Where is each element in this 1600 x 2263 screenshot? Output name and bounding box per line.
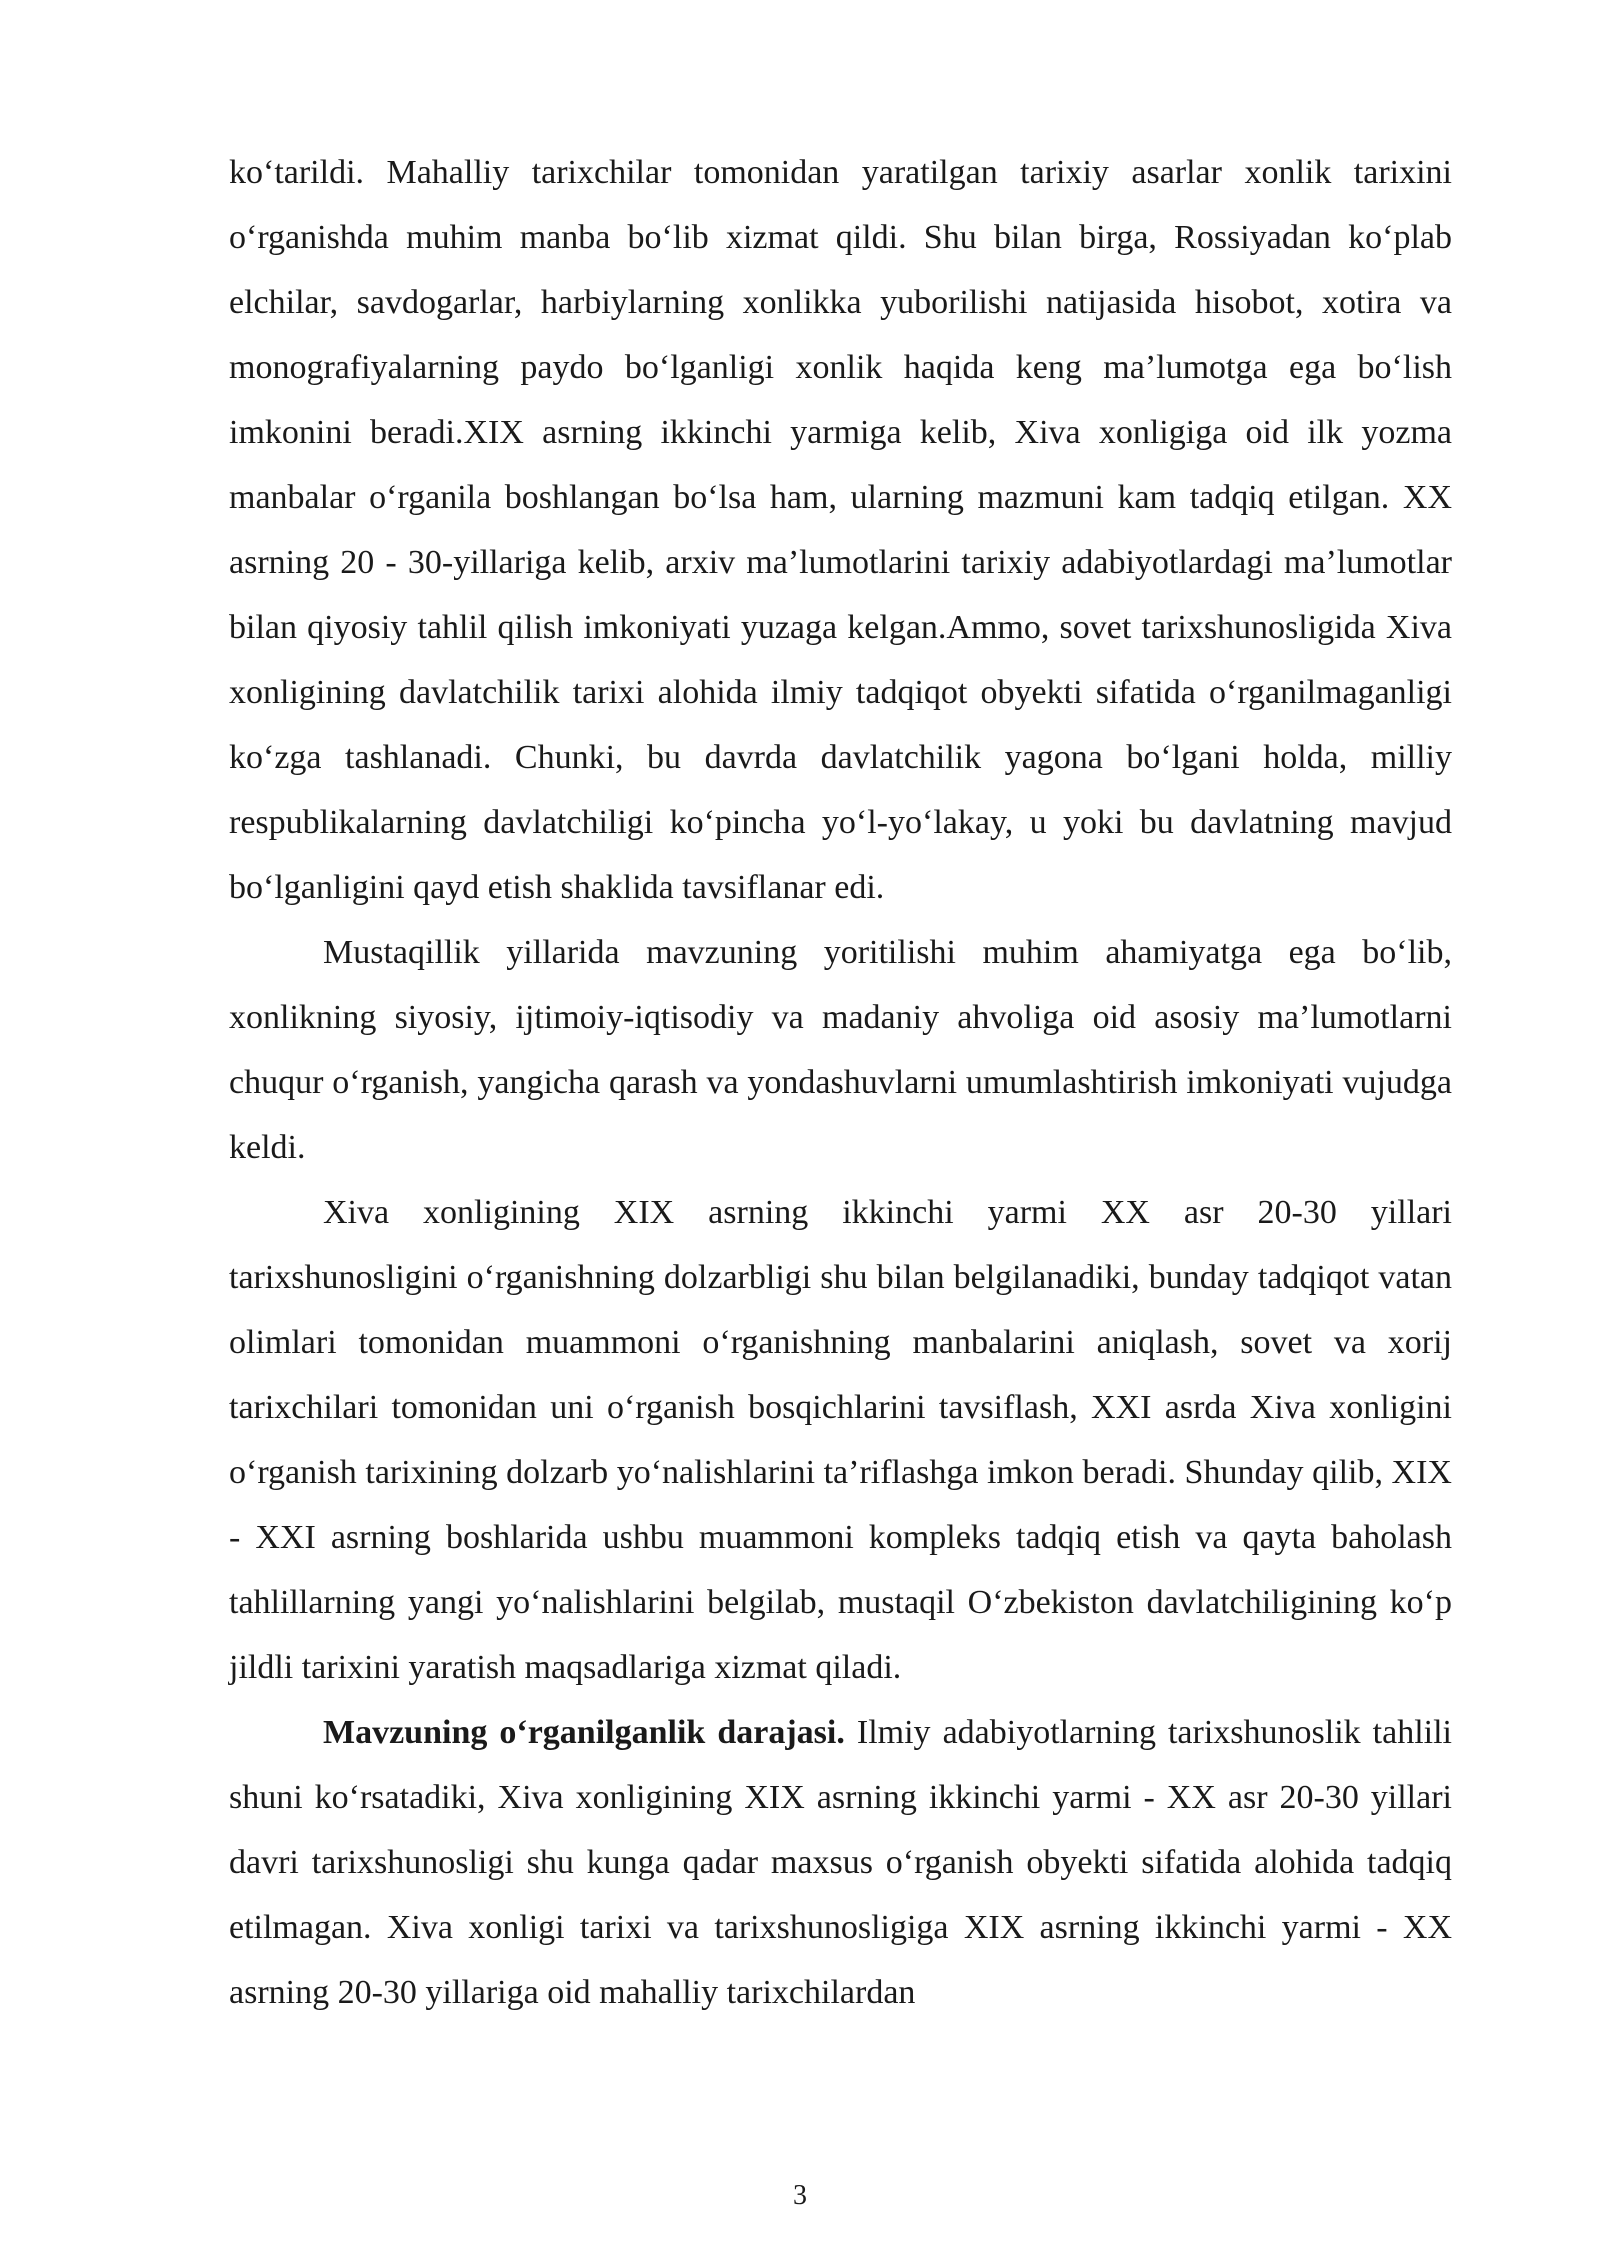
- paragraph-4: [229, 1700, 1452, 2025]
- document-page: [229, 140, 1452, 2025]
- paragraph-3: Xiva xonligining XIX asrning ikkinchi yarmi XX asr 20-30 yillari tarixshunosligini o‘rganishning dolzarbligi shu bilan belgilanadiki, bunday tadqiqot vatan olimlari tomonidan muammoni o‘rganishning manbalarini aniqlash, sovet va xorij tarixchilari tomonidan uni o‘rganish bosqichlarini tavsiflash, XXI asrda Xiva xonligini o‘rganish tarixining dolzarb yo‘nalishlarini ta’riflashga imkon beradi. Shunday qilib, XIX - XXI asrning boshlarida ushbu muammoni kompleks tadqiq etish va qayta baholash tahlillarning yangi yo‘nalishlarini belgilab, mustaqil O‘zbekiston davlatchiligining ko‘p jildli tarixini yaratish maqsadlariga xizmat qiladi.: [229, 1194, 1452, 1686]
- page-number: 3: [793, 2180, 807, 2211]
- paragraph-2: Mustaqillik yillarida mavzuning yoritilishi muhim ahamiyatga ega bo‘lib, xonlikning siyosiy, ijtimoiy-iqtisodiy va madaniy ahvoliga oid asosiy ma’lumotlarni chuqur o‘rganish, yangicha qarash va yondashuvlarni umumlashtirish imkoniyati vujudga keldi.: [229, 934, 1452, 1166]
- section-heading-inline: Mavzuning o‘rganilganlik darajasi.: [323, 1714, 845, 1751]
- paragraph-1: ko‘tarildi. Mahalliy tarixchilar tomonidan yaratilgan tarixiy asarlar xonlik tarixini o‘rganishda muhim manba bo‘lib xizmat qildi. Shu bilan birga, Rossiyadan ko‘plab elchilar, savdogarlar, harbiylarning xonlikka yuborilishi natijasida hisobot, xotira va monografiyalarning paydo bo‘lganligi xonlik haqida keng ma’lumotga ega bo‘lish imkonini beradi.XIX asrning ikkinchi yarmiga kelib, Xiva xonligiga oid ilk yozma manbalar o‘rganila boshlangan bo‘lsa ham, ularning mazmuni kam tadqiq etilgan. XX asrning 20 - 30-yillariga kelib, arxiv ma’lumotlarini tarixiy adabiyotlardagi ma’lumotlar bilan qiyosiy tahlil qilish imkoniyati yuzaga kelgan.Ammo, sovet tarixshunosligida Xiva xonligining davlatchilik tarixi alohida ilmiy tadqiqot obyekti sifatida o‘rganilmaganligi ko‘zga tashlanadi. Chunki, bu davrda davlatchilik yagona bo‘lgani holda, milliy respublikalarning davlatchiligi ko‘pincha yo‘l-yo‘lakay, u yoki bu davlatning mavjud bo‘lganligini qayd etish shaklida tavsiflanar edi.: [229, 154, 1452, 906]
- paragraph-4-text: Ilmiy adabiyotlarning tarixshunoslik tahlili shuni ko‘rsatadiki, Xiva xonligining XIX asrning ikkinchi yarmi - XX asr 20-30 yillari davri tarixshunosligi shu kunga qadar maxsus o‘rganish obyekti sifatida alohida tadqiq etilmagan. Xiva xonligi tarixi va tarixshunosligiga XIX asrning ikkinchi yarmi - XX asrning 20-30 yillariga oid mahalliy tarixchilardan: [229, 1714, 1452, 2011]
